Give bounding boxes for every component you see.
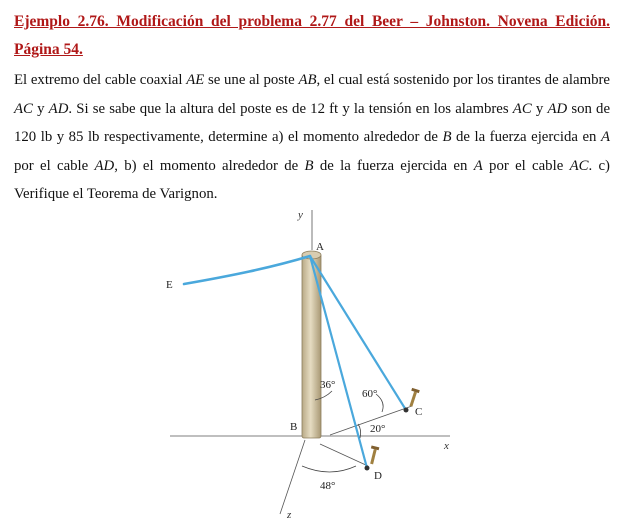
arc-48 [302,466,356,472]
var-ad: AD [94,157,115,174]
text-segment: . c) Verifique el Teorema de Varignon. [14,157,610,203]
var-a: A [473,157,483,174]
label-point-e: E [166,279,173,291]
text-segment: se une al poste [204,72,299,88]
var-ad: AD [48,100,69,117]
var-b: B [442,129,452,146]
z-axis-line [280,440,305,514]
text-segment: y [531,100,548,117]
label-angle-48: 48° [320,480,336,492]
label-point-b: B [290,421,298,433]
label-axis-y: y [298,209,303,221]
label-axis-z: z [287,509,292,521]
text-segment: El extremo del cable coaxial [14,72,187,88]
text-segment: por el cable [482,157,570,174]
text-segment: por el cable [14,157,95,174]
text-segment: , el cual está sostenido por los tirantes de alambre [316,72,610,88]
text-segment: de la fuerza ejercida en [313,157,474,174]
example-title: Ejemplo 2.76. Modificación del problema 2.77 del Beer – Johnston. Novena Edición. Página 54. [14,13,610,58]
text-segment: . Si se sabe que la altura del poste es de 12 ft y la tensión en los alambres [68,100,513,117]
var-ad: AD [547,100,568,117]
label-point-d: D [374,470,382,482]
text-segment: , b) el momento alrededor de [114,157,305,174]
var-b: B [304,157,314,174]
cable-ae [184,256,310,284]
var-a: A [600,129,610,146]
text-segment: son de 120 lb y 85 lb respectivamente, determine a) el momento alrededor de [14,100,611,146]
label-angle-20: 20° [370,423,386,435]
label-point-c: C [415,406,423,418]
label-point-a: A [316,241,324,253]
pole-ab [302,254,321,438]
label-angle-36: 36° [320,379,336,391]
anchor-d [365,445,380,470]
var-ae: AE [186,72,205,88]
var-ac: AC [14,100,33,117]
label-angle-60: 60° [362,388,378,400]
var-ac: AC [569,157,589,174]
var-ac: AC [512,100,532,117]
text-segment: de la fuerza ejercida en [451,129,601,146]
var-ab: AB [298,72,317,88]
problem-statement [14,66,610,209]
pole-cable-figure [160,198,460,522]
label-axis-x: x [444,440,449,452]
text-segment: y [32,100,49,117]
